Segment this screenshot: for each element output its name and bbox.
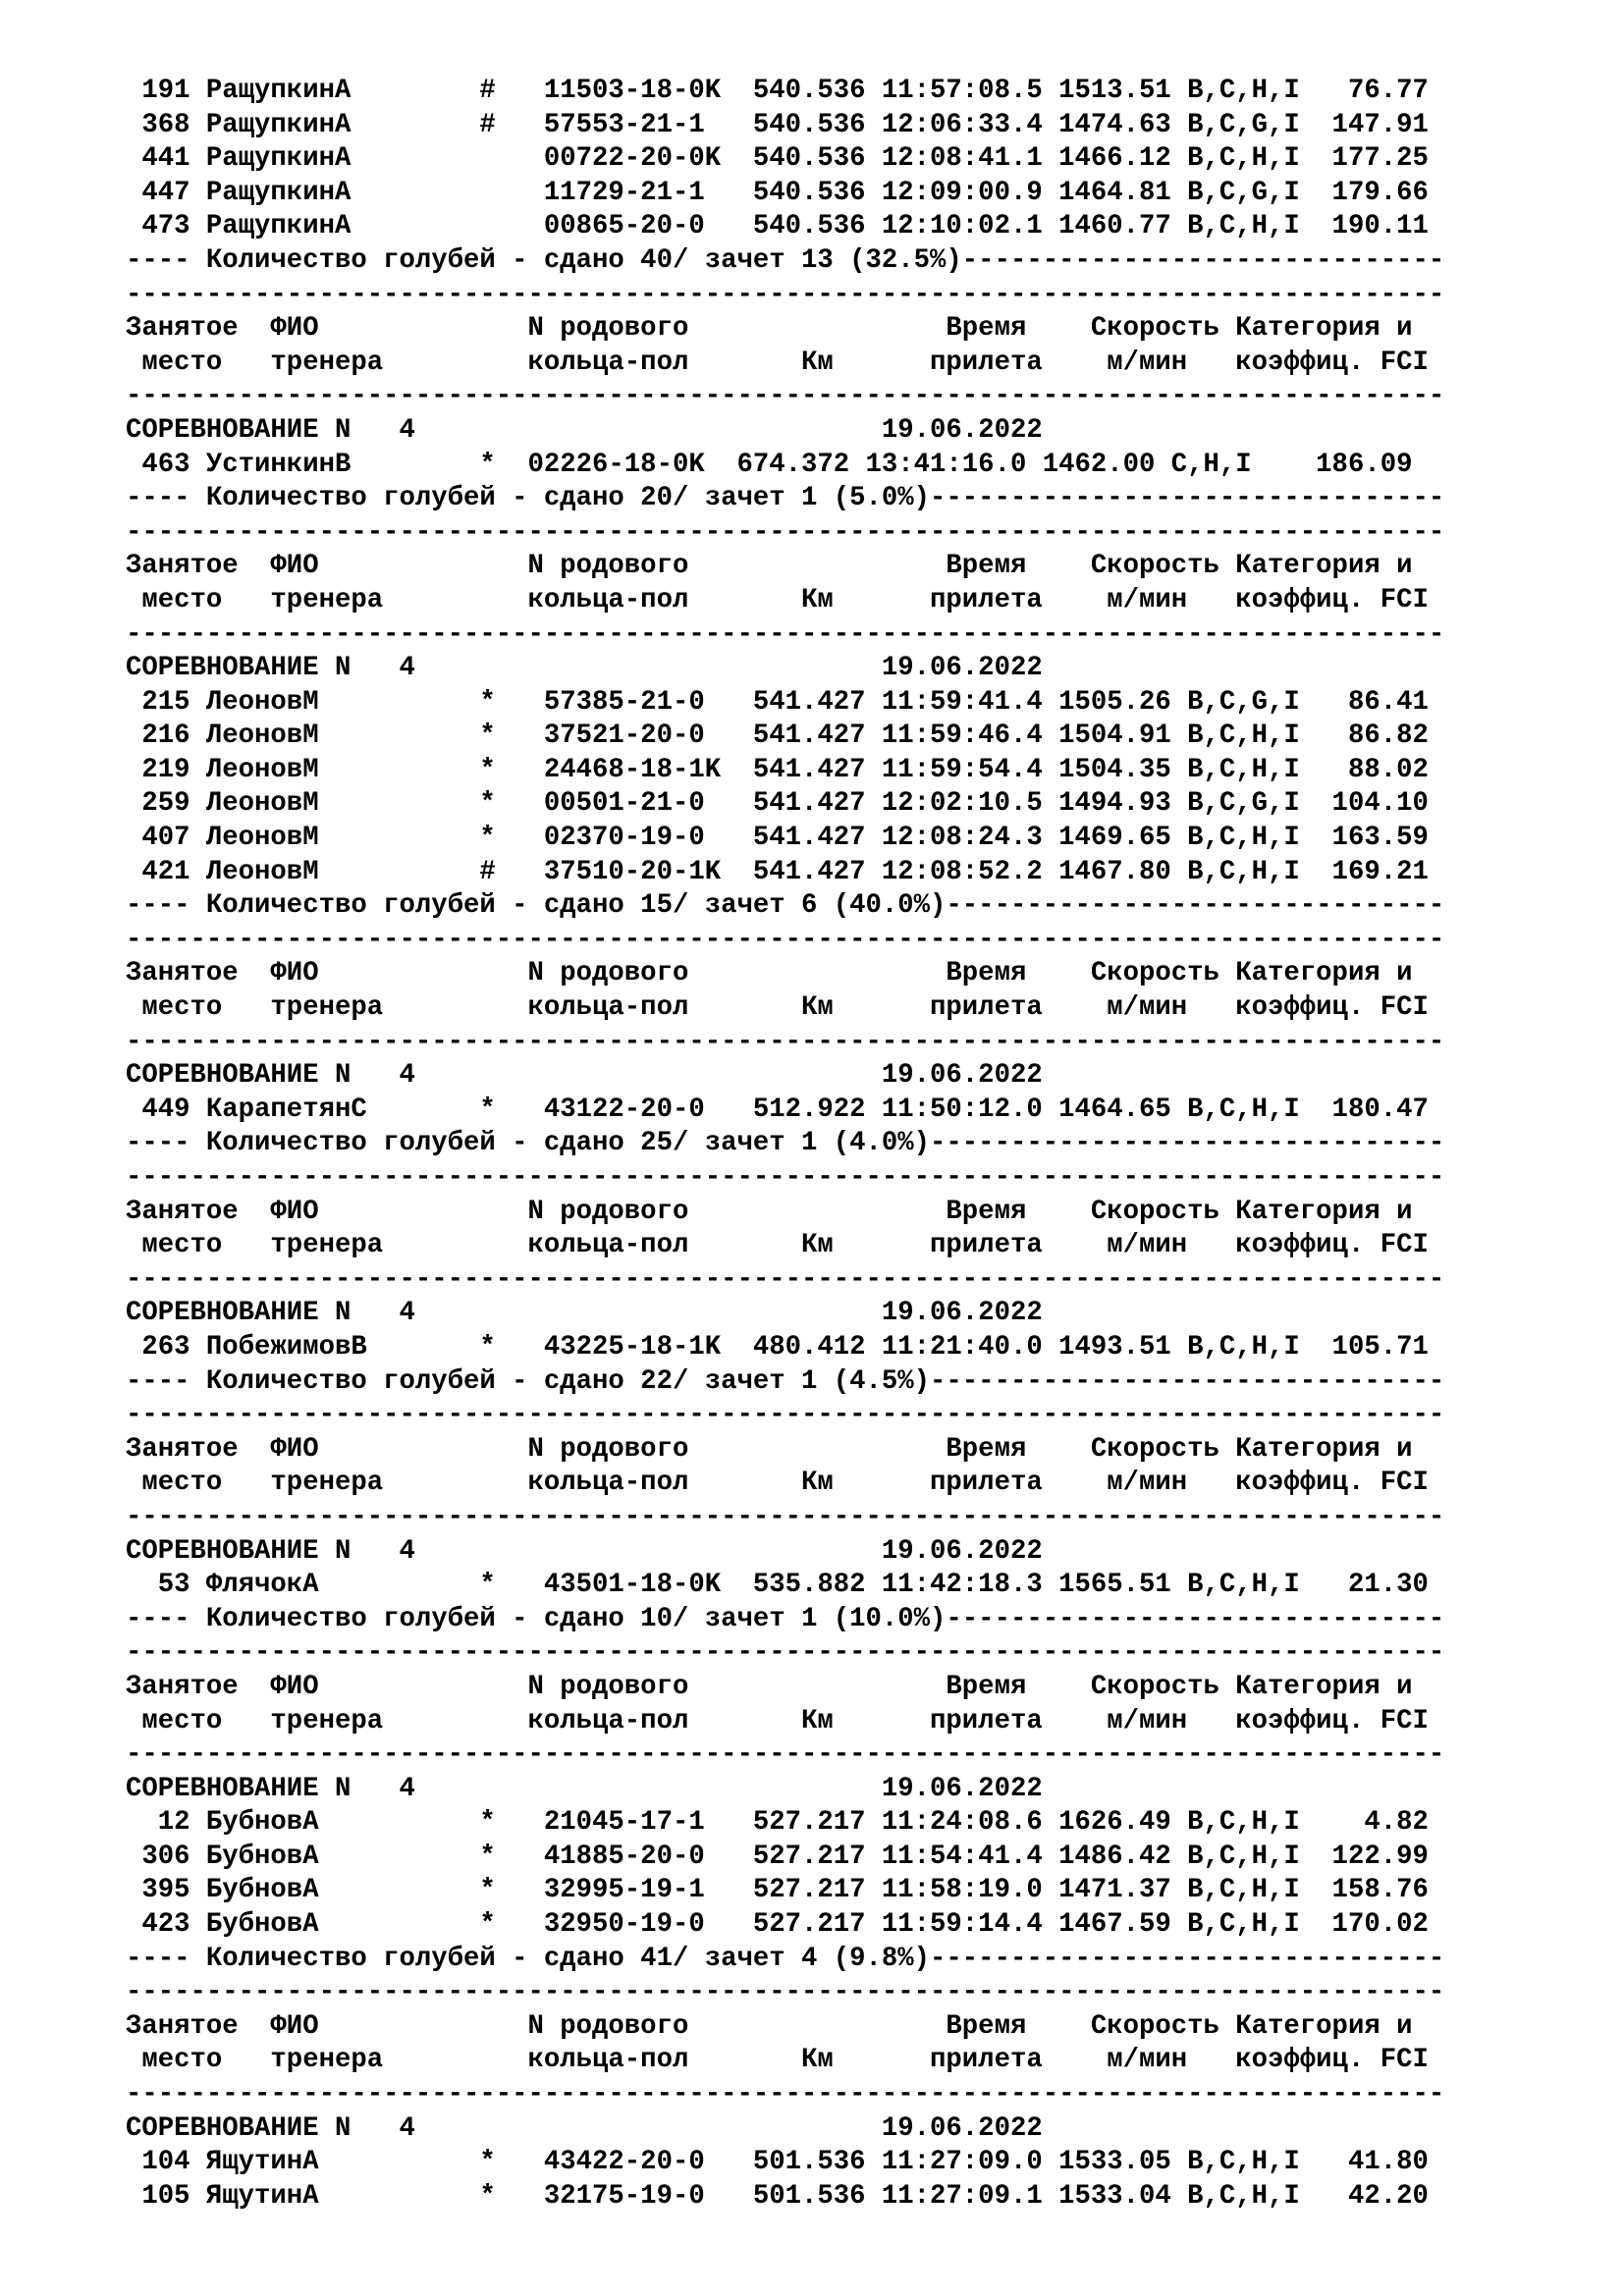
result-row: 421 ЛеоновМ # 37510-20-1K 541.427 12:08:52.2 1467.80 B,C,H,I 169.21 [126,856,1429,887]
result-row: 441 РащупкинА 00722-20-0K 540.536 12:08:41.1 1466.12 B,C,H,I 177.25 [126,143,1429,175]
result-row: 447 РащупкинА 11729-21-1 540.536 12:09:00.9 1464.81 B,C,G,I 179.66 [126,177,1429,208]
results-printout [126,75,1444,2214]
column-header-line: место тренера кольца-пол Км прилета м/мин коэффиц. FCI [126,1230,1429,1261]
result-row: 407 ЛеоновМ * 02370-19-0 541.427 12:08:24.3 1469.65 B,C,H,I 163.59 [126,823,1429,854]
result-row: 12 БубновА * 21045-17-1 527.217 11:24:08.6 1626.49 B,C,H,I 4.82 [126,1807,1429,1839]
summary-line: ---- Количество голубей - сдано 20/ зачет 1 (5.0%)-------------------------------- [126,483,1445,514]
separator-line: ---------------------------------------------------------------------------------- [126,1501,1445,1532]
competition-heading: СОРЕВНОВАНИЕ N 4 19.06.2022 [126,1060,1043,1092]
column-header-line: место тренера кольца-пол Км прилета м/мин коэффиц. FCI [126,1705,1429,1736]
separator-line: ---------------------------------------------------------------------------------- [126,1026,1445,1057]
summary-line: ---- Количество голубей - сдано 15/ зачет 6 (40.0%)------------------------------- [126,890,1445,922]
separator-line: ---------------------------------------------------------------------------------- [126,381,1445,412]
column-header-line: место тренера кольца-пол Км прилета м/мин коэффиц. FCI [126,584,1429,615]
summary-line: ---- Количество голубей - сдано 22/ зачет 1 (4.5%)-------------------------------- [126,1365,1445,1397]
result-row: 263 ПобежимовВ * 43225-18-1K 480.412 11:21:40.0 1493.51 B,C,H,I 105.71 [126,1331,1429,1362]
column-header-line: Занятое ФИО N родового Время Скорость Категория и [126,313,1413,345]
competition-heading: СОРЕВНОВАНИЕ N 4 19.06.2022 [126,653,1043,684]
column-header-line: место тренера кольца-пол Км прилета м/мин коэффиц. FCI [126,992,1429,1024]
column-header-line: Занятое ФИО N родового Время Скорость Категория и [126,958,1413,989]
competition-heading: СОРЕВНОВАНИЕ N 4 19.06.2022 [126,1773,1043,1804]
column-header-line: Занятое ФИО N родового Время Скорость Категория и [126,1433,1413,1465]
column-header-line: место тренера кольца-пол Км прилета м/мин коэффиц. FCI [126,347,1429,378]
result-row: 216 ЛеоновМ * 37521-20-0 541.427 11:59:46.4 1504.91 B,C,H,I 86.82 [126,721,1429,752]
result-row: 259 ЛеоновМ * 00501-21-0 541.427 12:02:10.5 1494.93 B,C,G,I 104.10 [126,788,1429,820]
result-row: 105 ЯщутинА * 32175-19-0 501.536 11:27:09.1 1533.04 B,C,H,I 42.20 [126,2180,1429,2212]
column-header-line: место тренера кольца-пол Км прилета м/мин коэффиц. FCI [126,1468,1429,1499]
result-row: 191 РащупкинА # 11503-18-0K 540.536 11:57:08.5 1513.51 B,C,H,I 76.77 [126,76,1429,106]
separator-line: ---------------------------------------------------------------------------------- [126,1977,1445,2008]
result-row: 473 РащупкинА 00865-20-0 540.536 12:10:02.1 1460.77 B,C,H,I 190.11 [126,211,1429,242]
result-row: 219 ЛеоновМ * 24468-18-1K 541.427 11:59:54.4 1504.35 B,C,H,I 88.02 [126,754,1429,785]
separator-line: ---------------------------------------------------------------------------------- [126,279,1445,310]
result-row: 104 ЯщутинА * 43422-20-0 501.536 11:27:09.0 1533.05 B,C,H,I 41.80 [126,2147,1429,2178]
result-row: 53 ФлячокА * 43501-18-0K 535.882 11:42:18.3 1565.51 B,C,H,I 21.30 [126,1570,1429,1601]
column-header-line: место тренера кольца-пол Км прилета м/мин коэффиц. FCI [126,2045,1429,2076]
separator-line: ---------------------------------------------------------------------------------- [126,2079,1445,2110]
separator-line: ---------------------------------------------------------------------------------- [126,618,1445,650]
column-header-line: Занятое ФИО N родового Время Скорость Категория и [126,1671,1413,1702]
result-row: 215 ЛеоновМ * 57385-21-0 541.427 11:59:41.4 1505.26 B,C,G,I 86.41 [126,686,1429,718]
summary-line: ---- Количество голубей - сдано 10/ зачет 1 (10.0%)------------------------------- [126,1603,1445,1634]
separator-line: ---------------------------------------------------------------------------------- [126,1162,1445,1193]
separator-line: ---------------------------------------------------------------------------------- [126,1263,1445,1295]
result-row: 423 БубновА * 32950-19-0 527.217 11:59:14.4 1467.59 B,C,H,I 170.02 [126,1909,1429,1941]
result-row: 395 БубновА * 32995-19-1 527.217 11:58:19.0 1471.37 B,C,H,I 158.76 [126,1875,1429,1906]
summary-line: ---- Количество голубей - сдано 40/ зачет 13 (32.5%)------------------------------ [126,244,1445,276]
separator-line: ---------------------------------------------------------------------------------- [126,1739,1445,1771]
result-row: 463 УстинкинВ * 02226-18-0K 674.372 13:41:16.0 1462.00 C,H,I 186.09 [126,449,1413,480]
separator-line: ---------------------------------------------------------------------------------- [126,1400,1445,1431]
competition-heading: СОРЕВНОВАНИЕ N 4 19.06.2022 [126,1535,1043,1567]
column-header-line: Занятое ФИО N родового Время Скорость Категория и [126,2010,1413,2042]
result-row: 449 КарапетянС * 43122-20-0 512.922 11:50:12.0 1464.65 B,C,H,I 180.47 [126,1094,1429,1125]
competition-heading: СОРЕВНОВАНИЕ N 4 19.06.2022 [126,414,1043,446]
separator-line: ---------------------------------------------------------------------------------- [126,924,1445,955]
competition-heading: СОРЕВНОВАНИЕ N 4 19.06.2022 [126,1298,1043,1329]
competition-heading: СОРЕВНОВАНИЕ N 4 19.06.2022 [126,2112,1043,2144]
summary-line: ---- Количество голубей - сдано 25/ зачет 1 (4.0%)-------------------------------- [126,1128,1445,1159]
separator-line: ---------------------------------------------------------------------------------- [126,516,1445,548]
result-row: 306 БубновА * 41885-20-0 527.217 11:54:41.4 1486.42 B,C,H,I 122.99 [126,1841,1429,1872]
column-header-line: Занятое ФИО N родового Время Скорость Категория и [126,551,1413,582]
summary-line: ---- Количество голубей - сдано 41/ зачет 4 (9.8%)-------------------------------- [126,1943,1445,1974]
result-row: 368 РащупкинА # 57553-21-1 540.536 12:06:33.4 1474.63 B,C,G,I 147.91 [126,109,1429,140]
column-header-line: Занятое ФИО N родового Время Скорость Категория и [126,1196,1413,1227]
separator-line: ---------------------------------------------------------------------------------- [126,1637,1445,1669]
